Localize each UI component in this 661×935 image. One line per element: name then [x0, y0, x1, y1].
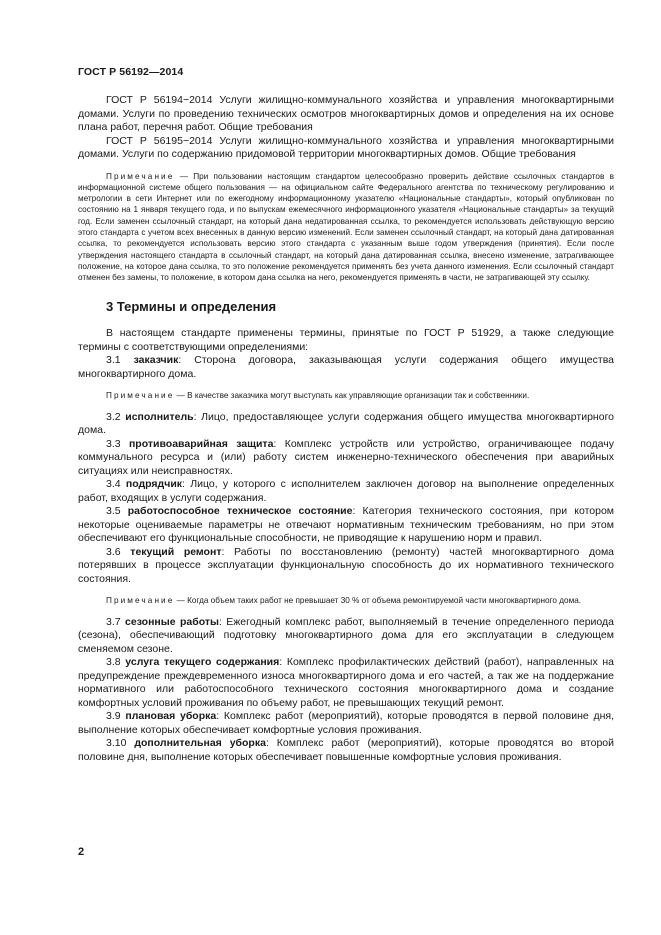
term-name: услуга текущего содержания [125, 656, 280, 669]
reference-note [78, 171, 614, 284]
term-name: текущий ремонт [130, 545, 222, 558]
term-definition: 3.8 услуга текущего содержания: Комплекс профилактических действий (работ), направленных на предупреждение преждевременного износа многоквартирного дома и его частей, а так же на поддержание нормативного или работоспособного технического состояния многоквартирного дома и создание комфортных условий проживания по объему работ, не превышающих текущий ремонт. [78, 656, 614, 709]
reference-item: ГОСТ Р 56194−2014 Услуги жилищно-коммунального хозяйства и управления многоквартирными домами. Услуги по проведению технических осмотров многоквартирных домов и определения на их основе плана работ, перечня работ. Общие требования [78, 94, 614, 133]
term-name: подрядчик [125, 478, 183, 491]
term-definition: 3.5 работоспособное техническое состояние: Категория технического состояния, при котором некоторые оцениваемые параметры не отвечают нормативным техническим требованиям, но при этом обеспечивают его функциональные способности, не приводящие к нарушению норм и правил. [78, 505, 614, 545]
term-note: Примечание — Когда объем таких работ не превышает 30 % от объема ремонтируемой части многоквартирного дома. [106, 596, 582, 606]
term-name: заказчик [133, 354, 179, 367]
term-name: исполнитель [125, 410, 194, 423]
term-name: дополнительная уборка [134, 737, 266, 750]
term-definition: 3.6 текущий ремонт: Работы по восстановлению (ремонту) частей многоквартирного дома потерявших в процессе эксплуатации функциональную способность до их нормативного технического состояния. [78, 545, 615, 585]
note-text: — При пользовании настоящим стандартом целесообразно проверить действие ссылочных стандартов в информационной системе общего пользования — на официальном сайте Федерального агентства по техническому регулированию и метрологии в сети Интернет или по ежегодному информационному указателю «Национальные стандарты», который опубликован по состоянию на 1 января текущего года, и по выпускам ежемесячного информационного указателя «Национальные стандарты» за текущий год. Если заменен ссылочный стандарт, на который дана недатированная ссылка, то рекомендуется использовать действующую версию этого стандарта с учетом всех внесенных в данную версию изменений. Если заменен ссылочный стандарт, на который дана датированная ссылка, то рекомендуется использовать версию этого стандарта с указанным выше годом утверждения (принятия). Если после утверждения настоящего стандарта в ссылочный стандарт, на который дана датированная ссылка, внесено изменение, затрагивающее положение, на которое дана ссылка, то это положение рекомендуется применять без учета данного изменения. Если ссылочный стандарт отменен без замены, то положение, в котором дана ссылка на него, рекомендуется применять в части, не затрагивающей эту ссылку. [78, 171, 614, 283]
document-header: ГОСТ Р 56192—2014 [78, 66, 184, 78]
term-definition: 3.3 противоаварийная защита: Комплекс устройств или устройство, ограничивающее подачу коммунального ресурса и (или) работу систем инженерно-технического обеспечения при аварийных ситуациях или неисправностях. [78, 437, 614, 477]
page-content [78, 94, 614, 764]
section-title: 3 Термины и определения [106, 299, 277, 315]
term-definition: 3.2 исполнитель: Лицо, предоставляющее услуги содержания общего имущества многоквартирного дома. [78, 410, 615, 437]
term-definition: 3.1 заказчик: Сторона договора, заказывающая услуги содержания общего имущества многоквартирного дома. [78, 354, 615, 380]
term-definition: 3.4 подрядчик: Лицо, у которого с исполнителем заключен договор на выполнение определенных работ, входящих в услуги содержания. [78, 478, 615, 504]
term-definition: 3.10 дополнительная уборка: Комплекс работ (мероприятий), которые проводятся во второй половине дня, выполнение которых обеспечивает повышенные комфортные условия проживания. [78, 737, 614, 763]
page-number: 2 [78, 846, 85, 858]
term-note: Примечание — В качестве заказчика могут выступать как управляющие организации так и собственники. [106, 391, 530, 401]
term-name: работоспособное техническое состояние [127, 505, 353, 518]
term-name: противоаварийная защита [128, 437, 274, 450]
reference-item: ГОСТ Р 56195−2014 Услуги жилищно-коммунального хозяйства и управления многоквартирными домами. Услуги по содержанию придомовой территории многоквартирных домов. Общие требования [78, 134, 614, 160]
section-intro: В настоящем стандарте применены термины, принятые по ГОСТ Р 51929, а также следующие термины с соответствующими определениями: [78, 327, 614, 353]
term-name: сезонные работы [125, 615, 219, 628]
term-definition: 3.9 плановая уборка: Комплекс работ (мероприятий), которые проводятся в первой половине дня, выполнение которых обеспечивает комфортные условия проживания. [78, 710, 614, 736]
term-name: плановая уборка [125, 710, 217, 723]
note-label: Примечание [106, 171, 175, 181]
term-definition: 3.7 сезонные работы: Ежегодный комплекс работ, выполняемый в течение определенного периода (сезона), обеспечивающий подготовку многоквартирного дома для его эксплуатации в следующем сменяемом сезоне. [78, 615, 614, 655]
